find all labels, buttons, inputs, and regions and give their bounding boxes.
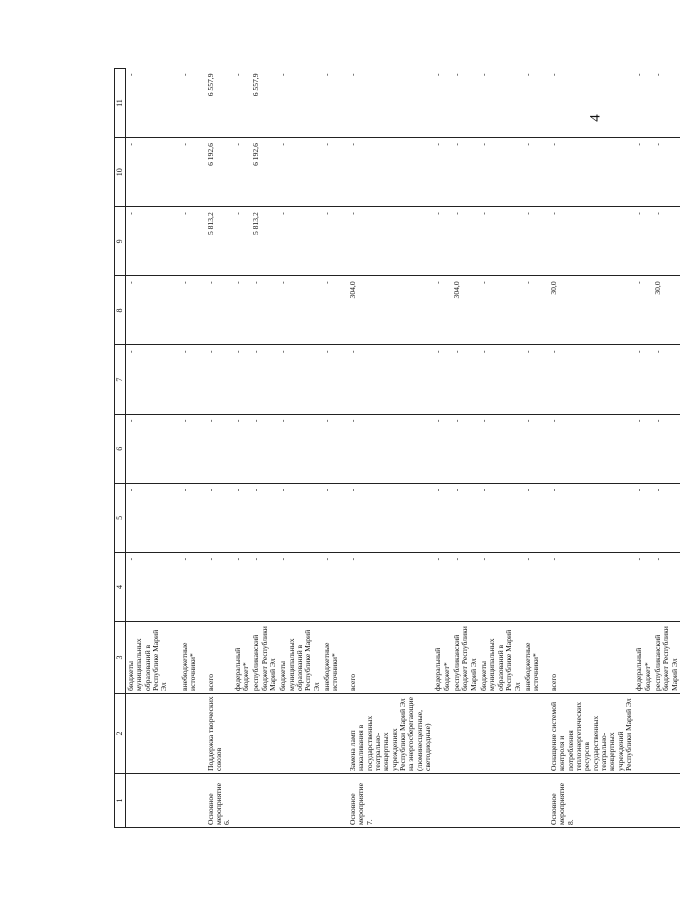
description-cell <box>653 694 680 774</box>
column-header-4: 4 <box>115 552 126 621</box>
column-header-6: 6 <box>115 414 126 483</box>
value-cell-col10: - <box>479 138 523 207</box>
value-cell-col9: - <box>653 207 680 276</box>
table-row <box>549 69 634 828</box>
source-cell: республиканский бюджет Республики Марий Эл <box>452 622 479 694</box>
value-cell-col11: 6 557,9 <box>206 69 233 138</box>
value-cell-col9: - <box>433 207 452 276</box>
value-cell-col8: 30,0 <box>549 276 634 345</box>
value-cell-col8: - <box>523 276 549 345</box>
value-cell-col11: - <box>180 69 206 138</box>
value-cell-col8: - <box>126 276 180 345</box>
column-header-11: 11 <box>115 69 126 138</box>
description-cell <box>433 694 452 774</box>
value-cell-col7: - <box>278 345 322 414</box>
source-cell: внебюджетные источники* <box>180 622 206 694</box>
value-cell-col8: - <box>251 276 278 345</box>
event-cell <box>653 774 680 828</box>
value-cell-col5: - <box>126 483 180 552</box>
value-cell-col8: 30,0 <box>653 276 680 345</box>
source-cell: всего <box>549 622 634 694</box>
value-cell-col10: - <box>549 138 634 207</box>
event-cell <box>433 774 452 828</box>
value-cell-col4: - <box>479 552 523 621</box>
description-cell <box>322 694 348 774</box>
value-cell-col5: - <box>653 483 680 552</box>
event-cell: Основное мероприятие 8. <box>549 774 634 828</box>
value-cell-col7: - <box>251 345 278 414</box>
source-cell: бюджеты муниципальных образований в Республике Марий Эл <box>479 622 523 694</box>
description-cell <box>278 694 322 774</box>
source-cell: республиканский бюджет Республики Марий Эл <box>251 622 278 694</box>
value-cell-col11: - <box>479 69 523 138</box>
value-cell-col6: - <box>433 414 452 483</box>
value-cell-col9: - <box>479 207 523 276</box>
value-cell-col9: 5 813,2 <box>206 207 233 276</box>
column-header-10: 10 <box>115 138 126 207</box>
description-cell: Оснащение системой контроля и потребления теплоэнергетических ресурсов государственных театрально-концертных учреждений Республики Марий Эл <box>549 694 634 774</box>
value-cell-col9: - <box>523 207 549 276</box>
value-cell-col6: - <box>278 414 322 483</box>
value-cell-col4: - <box>433 552 452 621</box>
value-cell-col7: - <box>653 345 680 414</box>
value-cell-col9: 5 813,2 <box>251 207 278 276</box>
value-cell-col5: - <box>549 483 634 552</box>
value-cell-col9: - <box>452 207 479 276</box>
value-cell-col10: - <box>233 138 252 207</box>
table-body <box>126 69 680 828</box>
value-cell-col4: - <box>653 552 680 621</box>
value-cell-col10: - <box>348 138 433 207</box>
source-cell: бюджеты муниципальных образований в Республике Марий Эл <box>278 622 322 694</box>
value-cell-col8: - <box>233 276 252 345</box>
value-cell-col5: - <box>634 483 653 552</box>
column-header-9: 9 <box>115 207 126 276</box>
page-number: 4 <box>587 114 604 122</box>
event-cell <box>479 774 523 828</box>
value-cell-col5: - <box>523 483 549 552</box>
value-cell-col7: - <box>348 345 433 414</box>
value-cell-col4: - <box>126 552 180 621</box>
value-cell-col5: - <box>278 483 322 552</box>
value-cell-col4: - <box>322 552 348 621</box>
value-cell-col6: - <box>180 414 206 483</box>
value-cell-col6: - <box>233 414 252 483</box>
financing-table <box>114 68 680 828</box>
source-cell: республиканский бюджет Республики Марий Эл <box>653 622 680 694</box>
value-cell-col7: - <box>180 345 206 414</box>
description-cell <box>233 694 252 774</box>
description-cell <box>126 694 180 774</box>
value-cell-col6: - <box>251 414 278 483</box>
table-row <box>322 69 348 828</box>
value-cell-col8: - <box>206 276 233 345</box>
value-cell-col8: - <box>322 276 348 345</box>
value-cell-col6: - <box>452 414 479 483</box>
event-cell <box>634 774 653 828</box>
value-cell-col10: - <box>634 138 653 207</box>
value-cell-col6: - <box>549 414 634 483</box>
source-cell: федеральный бюджет* <box>634 622 653 694</box>
table-row <box>126 69 180 828</box>
value-cell-col9: - <box>233 207 252 276</box>
value-cell-col11: 6 557,9 <box>251 69 278 138</box>
value-cell-col6: - <box>523 414 549 483</box>
value-cell-col10: - <box>452 138 479 207</box>
description-cell: Замена ламп накаливания в государственных театрально-концертных учреждениях Республики Марий Эл на энергосберегающие (люминесцентные, светодиодные) <box>348 694 433 774</box>
value-cell-col8: 304,0 <box>452 276 479 345</box>
value-cell-col4: - <box>180 552 206 621</box>
table-row <box>251 69 278 828</box>
value-cell-col6: - <box>479 414 523 483</box>
value-cell-col9: - <box>322 207 348 276</box>
column-header-1: 1 <box>115 774 126 828</box>
value-cell-col5: - <box>452 483 479 552</box>
value-cell-col4: - <box>348 552 433 621</box>
value-cell-col7: - <box>433 345 452 414</box>
value-cell-col11: - <box>653 69 680 138</box>
value-cell-col9: - <box>348 207 433 276</box>
event-cell: Основное мероприятие 7. <box>348 774 433 828</box>
value-cell-col6: - <box>653 414 680 483</box>
value-cell-col11: - <box>322 69 348 138</box>
value-cell-col7: - <box>233 345 252 414</box>
value-cell-col4: - <box>523 552 549 621</box>
event-cell <box>523 774 549 828</box>
column-header-2: 2 <box>115 694 126 774</box>
value-cell-col6: - <box>634 414 653 483</box>
source-cell: внебюджетные источники* <box>523 622 549 694</box>
table-row <box>348 69 433 828</box>
value-cell-col9: - <box>126 207 180 276</box>
table-row <box>180 69 206 828</box>
value-cell-col10: - <box>322 138 348 207</box>
value-cell-col4: - <box>549 552 634 621</box>
source-cell: всего <box>206 622 233 694</box>
description-cell <box>251 694 278 774</box>
table-row <box>479 69 523 828</box>
value-cell-col10: - <box>433 138 452 207</box>
source-cell: внебюджетные источники* <box>322 622 348 694</box>
event-cell <box>180 774 206 828</box>
value-cell-col5: - <box>479 483 523 552</box>
value-cell-col10: - <box>180 138 206 207</box>
table-row <box>233 69 252 828</box>
table-row <box>433 69 452 828</box>
value-cell-col10: - <box>278 138 322 207</box>
event-cell <box>126 774 180 828</box>
table-rotated-container <box>114 68 679 828</box>
table-row <box>278 69 322 828</box>
value-cell-col10: - <box>653 138 680 207</box>
value-cell-col9: - <box>278 207 322 276</box>
value-cell-col8: - <box>479 276 523 345</box>
description-cell <box>479 694 523 774</box>
value-cell-col5: - <box>322 483 348 552</box>
table-row <box>206 69 233 828</box>
value-cell-col11: - <box>278 69 322 138</box>
value-cell-col5: - <box>180 483 206 552</box>
source-cell: всего <box>348 622 433 694</box>
value-cell-col8: 304,0 <box>348 276 433 345</box>
value-cell-col10: - <box>523 138 549 207</box>
value-cell-col11: - <box>126 69 180 138</box>
table-row <box>523 69 549 828</box>
value-cell-col5: - <box>233 483 252 552</box>
value-cell-col7: - <box>523 345 549 414</box>
value-cell-col8: - <box>180 276 206 345</box>
value-cell-col6: - <box>322 414 348 483</box>
value-cell-col6: - <box>206 414 233 483</box>
description-cell: Поддержка творческих союзов <box>206 694 233 774</box>
value-cell-col11: - <box>452 69 479 138</box>
value-cell-col5: - <box>433 483 452 552</box>
value-cell-col11: - <box>233 69 252 138</box>
event-cell <box>233 774 252 828</box>
value-cell-col7: - <box>322 345 348 414</box>
table-row <box>452 69 479 828</box>
description-cell <box>634 694 653 774</box>
value-cell-col4: - <box>233 552 252 621</box>
value-cell-col11: - <box>348 69 433 138</box>
value-cell-col10: - <box>126 138 180 207</box>
value-cell-col9: - <box>180 207 206 276</box>
value-cell-col11: - <box>433 69 452 138</box>
description-cell <box>180 694 206 774</box>
value-cell-col4: - <box>278 552 322 621</box>
value-cell-col8: - <box>433 276 452 345</box>
value-cell-col4: - <box>452 552 479 621</box>
value-cell-col11: - <box>523 69 549 138</box>
value-cell-col9: - <box>549 207 634 276</box>
value-cell-col6: - <box>126 414 180 483</box>
column-header-3: 3 <box>115 622 126 694</box>
value-cell-col7: - <box>126 345 180 414</box>
event-cell <box>278 774 322 828</box>
value-cell-col4: - <box>634 552 653 621</box>
value-cell-col5: - <box>348 483 433 552</box>
description-cell <box>523 694 549 774</box>
value-cell-col11: - <box>549 69 634 138</box>
table-row <box>634 69 653 828</box>
table-row <box>653 69 680 828</box>
source-cell: федеральный бюджет* <box>233 622 252 694</box>
value-cell-col7: - <box>452 345 479 414</box>
event-cell <box>251 774 278 828</box>
value-cell-col5: - <box>206 483 233 552</box>
event-cell <box>452 774 479 828</box>
value-cell-col7: - <box>634 345 653 414</box>
event-cell <box>322 774 348 828</box>
column-header-7: 7 <box>115 345 126 414</box>
source-cell: бюджеты муниципальных образований в Республике Марий Эл <box>126 622 180 694</box>
value-cell-col11: - <box>634 69 653 138</box>
description-cell <box>452 694 479 774</box>
header-row <box>115 69 126 828</box>
value-cell-col5: - <box>251 483 278 552</box>
value-cell-col4: - <box>206 552 233 621</box>
column-header-5: 5 <box>115 483 126 552</box>
value-cell-col6: - <box>348 414 433 483</box>
source-cell: федеральный бюджет* <box>433 622 452 694</box>
value-cell-col4: - <box>251 552 278 621</box>
value-cell-col10: 6 192,6 <box>251 138 278 207</box>
value-cell-col7: - <box>206 345 233 414</box>
value-cell-col7: - <box>549 345 634 414</box>
table-header <box>115 69 126 828</box>
value-cell-col10: 6 192,6 <box>206 138 233 207</box>
event-cell: Основное мероприятие 6. <box>206 774 233 828</box>
value-cell-col7: - <box>479 345 523 414</box>
column-header-8: 8 <box>115 276 126 345</box>
value-cell-col8: - <box>278 276 322 345</box>
value-cell-col8: - <box>634 276 653 345</box>
value-cell-col9: - <box>634 207 653 276</box>
